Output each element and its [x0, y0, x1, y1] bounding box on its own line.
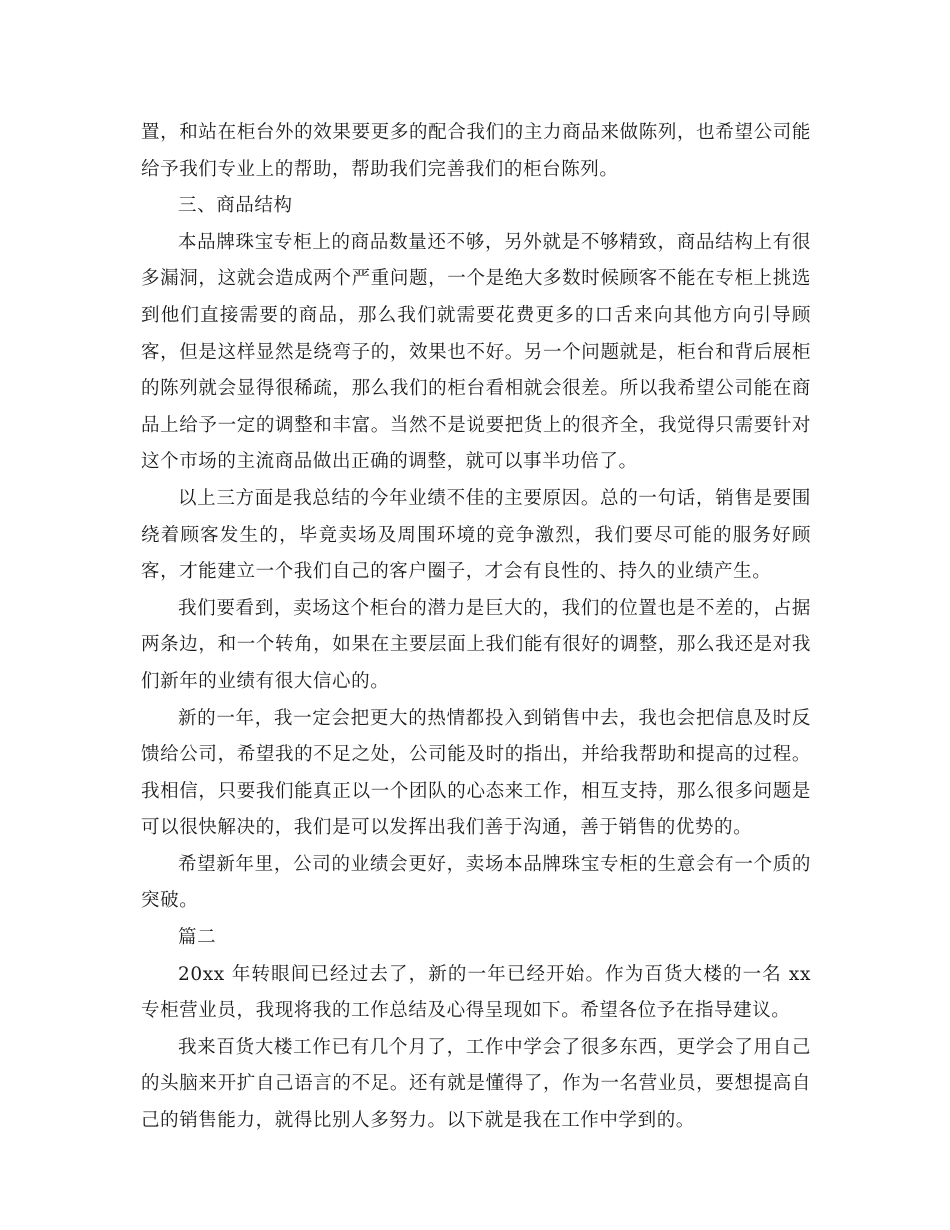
paragraph-product-structure: 本品牌珠宝专柜上的商品数量还不够，另外就是不够精致，商品结构上有很多漏洞，这就会造成两个严重问题，一个是绝大多数时候顾客不能在专柜上挑选到他们直接需要的商品，那么我们就需要花费更多的口舌来向其他方向引导顾客，但是这样显然是绕弯子的，效果也不好。另一个问题就是，柜台和背后展柜的陈列就会显得很稀疏，那么我们的柜台看相就会很差。所以我希望公司能在商品上给予一定的调整和丰富。当然不是说要把货上的很齐全，我觉得只需要针对这个市场的主流商品做出正确的调整，就可以事半功倍了。 — [141, 231, 811, 473]
document-body — [141, 115, 811, 1140]
paragraph-summary: 以上三方面是我总结的今年业绩不佳的主要原因。总的一句话，销售是要围绕着顾客发生的，毕竟卖场及周围环境的竞争激烈，我们要尽可能的服务好顾客，才能建立一个我们自己的客户圈子，才会有良性的、持久的业绩产生。 — [141, 487, 811, 583]
paragraph-wish: 希望新年里，公司的业绩会更好，卖场本品牌珠宝专柜的生意会有一个质的突破。 — [141, 853, 811, 912]
paragraph-new-year-plan: 新的一年，我一定会把更大的热情都投入到销售中去，我也会把信息及时反馈给公司，希望我的不足之处，公司能及时的指出，并给我帮助和提高的过程。我相信，只要我们能真正以一个团队的心态来工作，相互支持，那么很多问题是可以很快解决的，我们是可以发挥出我们善于沟通，善于销售的优势的。 — [141, 707, 811, 839]
paragraph-counter-potential: 我们要看到，卖场这个柜台的潜力是巨大的，我们的位置也是不差的，占据两条边，和一个转角，如果在主要层面上我们能有很好的调整，那么我还是对我们新年的业绩有很大信心的。 — [141, 597, 811, 692]
paragraph-continuation: 置，和站在柜台外的效果要更多的配合我们的主力商品来做陈列，也希望公司能给予我们专业上的帮助，帮助我们完善我们的柜台陈列。 — [141, 122, 811, 180]
section-heading-product-structure: 三、商品结构 — [178, 195, 293, 217]
section-heading-part-two: 篇二 — [178, 927, 217, 949]
paragraph-work-experience: 我来百货大楼工作已有几个月了，工作中学会了很多东西，更学会了用自己的头脑来开扩自己语言的不足。还有就是懂得了，作为一名营业员，要想提高自己的销售能力，就得比别人多努力。以下就是我在工作中学到的。 — [141, 1036, 811, 1132]
paragraph-year-intro: 20xx 年转眼间已经过去了，新的一年已经开始。作为百货大楼的一名 xx 专柜营业员，我现将我的工作总结及心得呈现如下。希望各位予在指导建议。 — [141, 963, 811, 1022]
